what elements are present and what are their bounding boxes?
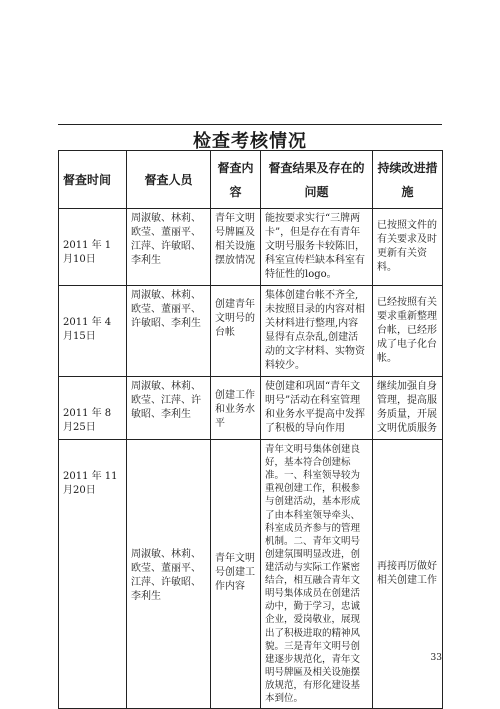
table-row xyxy=(59,286,443,377)
row-date: 2011 年 8 月25日 xyxy=(59,377,127,440)
row-content: 创建青年文明号的台帐 xyxy=(211,286,261,377)
table-header-row xyxy=(59,151,443,209)
row-content: 创建工作和业务水平 xyxy=(211,377,261,440)
row-result: 集体创建台帐不齐全,未按照目录的内容对相关材料进行整理,内容显得有点杂乱,创建活动的文字材料、实物资料较少。 xyxy=(261,286,373,377)
row-improve: 已按照文件的有关要求及时更新有关资料。 xyxy=(373,209,443,286)
row-people: 周淑敏、林莉、欧莹、董丽平、江萍、许敏昭、李利生 xyxy=(127,440,211,709)
row-improve: 已经按照有关要求重新整理台帐，已经形成了电子化台帐。 xyxy=(373,286,443,377)
row-result: 青年文明号集体创建良好，基本符合创建标准。一、科室领导较为重视创建工作，积极参与创建活动，基本形成了由本科室领导牵头、科室成员齐参与的管理机制。二、青年文明号创建氛围明显改进，创建活动与实际工作紧密结合，相互融合青年文明号集体成员在创建活动中，勤于学习，忠诚企业，爱岗敬业，展现出了积极进取的精神风貌。三是青年文明号创建逐步规范化，青年文明号牌匾及相关设施摆放规范，有形化建设基本到位。 xyxy=(261,440,373,709)
row-date: 2011 年 11 月20日 xyxy=(59,440,127,709)
header-date: 督查时间 xyxy=(59,151,127,209)
header-content: 督查内容 xyxy=(211,151,261,209)
header-improve: 持续改进措施 xyxy=(373,151,443,209)
row-result: 使创建和巩固“青年文明号”活动在科室管理和业务水平提高中发挥了积极的导向作用 xyxy=(261,377,373,440)
row-result: 能按要求实行“三牌两卡”，但是存在有青年文明号服务卡较陈旧，科室宣传栏缺本科室有特征性的logo。 xyxy=(261,209,373,286)
top-rule xyxy=(58,124,442,125)
header-people: 督查人员 xyxy=(127,151,211,209)
table-row xyxy=(59,209,443,286)
page-number: 33 xyxy=(430,653,442,663)
table-row xyxy=(59,377,443,440)
page-title: 检查考核情况 xyxy=(193,131,307,152)
row-improve: 再接再厉做好相关创建工作 xyxy=(373,440,443,709)
row-date: 2011 年 4 月15日 xyxy=(59,286,127,377)
table-row xyxy=(59,440,443,709)
inspection-table xyxy=(58,150,443,709)
row-people: 周淑敏、林莉、欧莹、董丽平、江萍、许敏昭、李利生 xyxy=(127,209,211,286)
row-people: 周淑敏、林莉、欧莹、江萍、许敏昭、李利生 xyxy=(127,377,211,440)
row-improve: 继续加强自身管理，提高服务质量，开展文明优质服务 xyxy=(373,377,443,440)
header-result: 督查结果及存在的问题 xyxy=(261,151,373,209)
row-content: 青年文明号创建工作内容 xyxy=(211,440,261,709)
row-date: 2011 年 1 月10日 xyxy=(59,209,127,286)
row-content: 青年文明号牌匾及相关设施摆放情况 xyxy=(211,209,261,286)
row-people: 周淑敏、林莉、欧莹、董丽平、许敏昭、李利生 xyxy=(127,286,211,377)
